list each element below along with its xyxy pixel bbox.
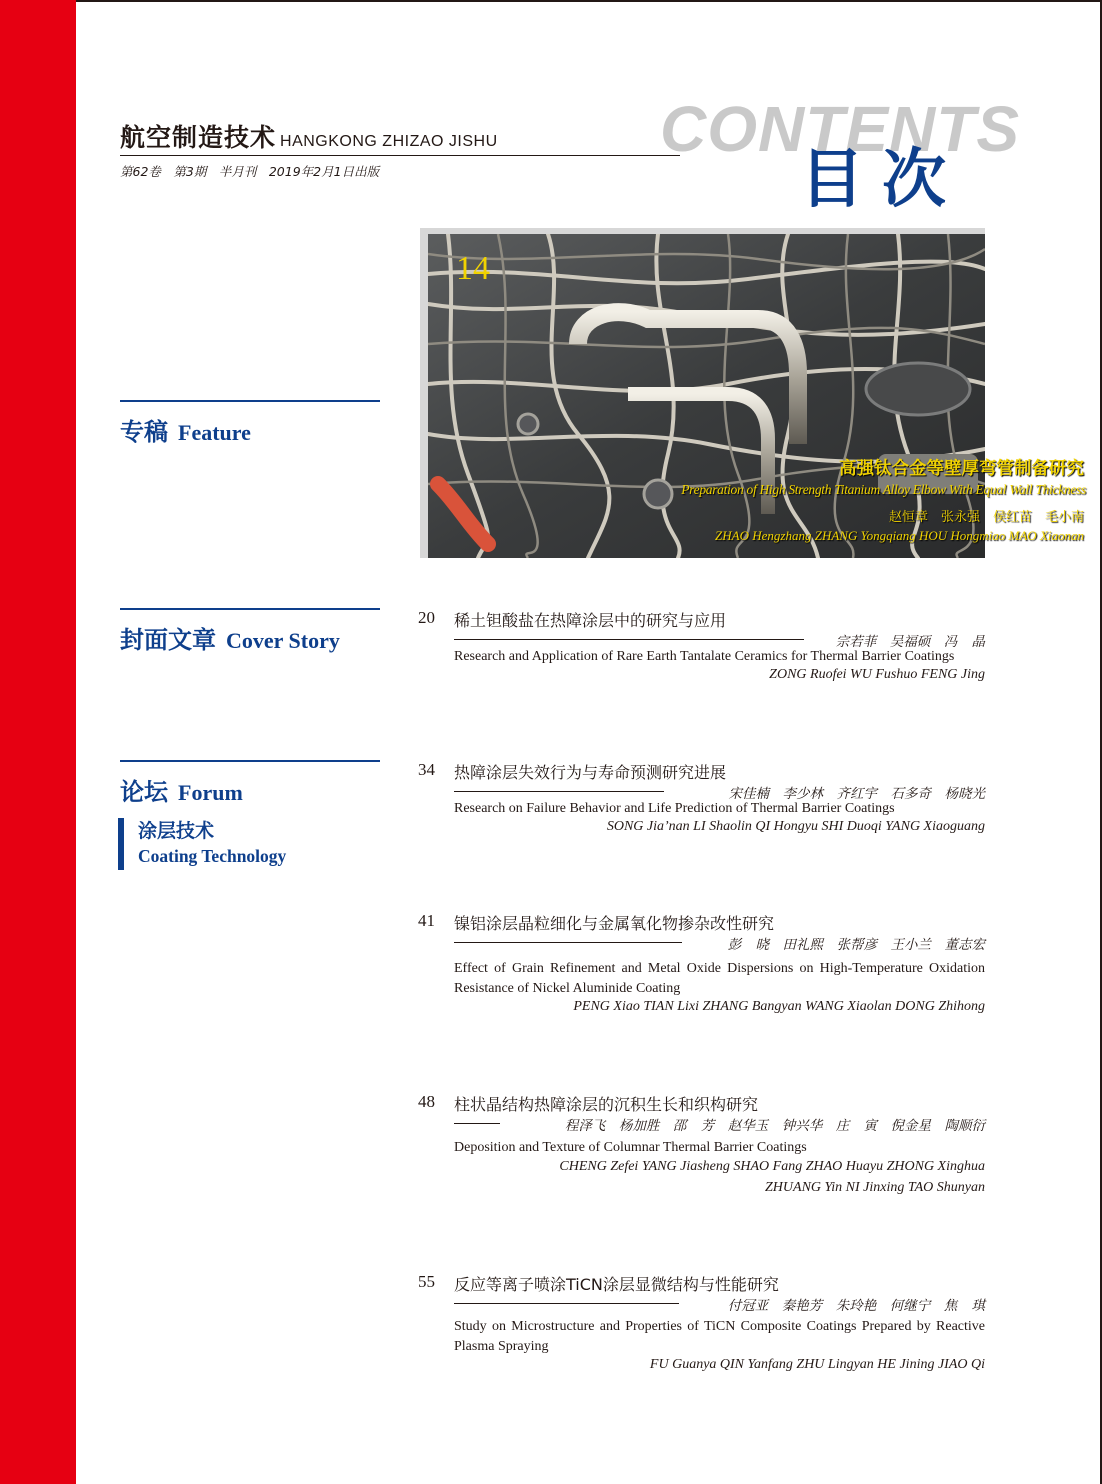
section-label-cn: 论坛 — [120, 778, 168, 806]
section-label-en: Cover Story — [226, 628, 340, 653]
article-entry[interactable] — [418, 1272, 985, 1382]
article-entry[interactable] — [418, 760, 985, 840]
article-title-en[interactable]: Deposition and Texture of Columnar Thermal Barrier Coatings — [454, 1140, 807, 1155]
article-authors-en: FU Guanya QIN Yanfang ZHU Lingyan HE Jining JIAO Qi — [649, 1357, 985, 1372]
article-title-en[interactable]: Study on Microstructure and Properties of TiCN Composite Coatings Prepared by Reactive Plasma Spraying — [454, 1319, 985, 1354]
article-authors-en: SONG Jia’nan LI Shaolin QI Hongyu SHI Duoqi YANG Xiaoguang — [606, 819, 985, 834]
header-rule — [120, 155, 680, 156]
article-authors-en: PENG Xiao TIAN Lixi ZHANG Bangyan WANG Xiaolan DONG Zhihong — [573, 999, 985, 1014]
journal-name-pinyin: HANGKONG ZHIZAO JISHU — [280, 133, 498, 150]
article-authors-en: CHENG Zefei YANG Jiasheng SHAO Fang ZHAO Huayu ZHONG Xinghua — [559, 1159, 985, 1174]
journal-title — [120, 118, 498, 154]
feature-authors-en: ZHAO Hengzhang ZHANG Yongqiang HOU Hongmiao MAO Xiaonan — [715, 528, 1084, 543]
coating-subsection — [118, 818, 286, 870]
article-authors-en: ZONG Ruofei WU Fushuo FENG Jing — [769, 667, 985, 682]
feature-title-cn[interactable]: 高强钛合金等壁厚弯管制备研究 — [839, 459, 1084, 479]
article-title-cn[interactable]: 热障涂层失效行为与寿命预测研究进展 — [454, 763, 727, 782]
top-border — [76, 0, 1102, 2]
article-authors-cn: 宋佳楠 李少林 齐红宇 石多奇 杨晓光 — [728, 786, 985, 802]
article-entry[interactable] — [418, 911, 985, 1021]
contents-heading-en: CONTENTS — [660, 93, 1020, 165]
section-label-cn: 专稿 — [120, 418, 168, 446]
cover-story-section-title — [120, 620, 340, 655]
article-entry[interactable] — [418, 1092, 985, 1202]
article-page-number: 34 — [418, 760, 435, 779]
section-label-en: Forum — [178, 780, 243, 805]
left-red-bar — [0, 0, 76, 1484]
feature-title-en[interactable]: Preparation of High Strength Titanium Alloy Elbow With Equal Wall Thickness — [681, 482, 1086, 497]
subsection-label-cn: 涂层技术 — [138, 820, 215, 842]
article-page-number: 20 — [418, 608, 435, 627]
author-leader-rule — [454, 791, 664, 792]
forum-section-rule — [120, 760, 380, 762]
article-title-cn[interactable]: 反应等离子喷涂TiCN涂层显微结构与性能研究 — [454, 1275, 779, 1294]
article-page-number: 55 — [418, 1272, 435, 1291]
author-leader-rule — [454, 942, 682, 943]
subsection-label-en: Coating Technology — [138, 846, 287, 866]
feature-section-rule — [120, 400, 380, 402]
feature-page-number: 14 — [456, 250, 490, 287]
article-title-en[interactable]: Research on Failure Behavior and Life Prediction of Thermal Barrier Coatings — [454, 801, 895, 816]
article-title-en[interactable]: Research and Application of Rare Earth Tantalate Ceramics for Thermal Barrier Coatings — [454, 649, 955, 664]
article-entry[interactable] — [418, 608, 985, 688]
article-title-en[interactable]: Effect of Grain Refinement and Metal Oxide Dispersions on High-Temperature Oxidation Resistance of Nickel Aluminide Coating — [454, 961, 985, 996]
section-label-en: Feature — [178, 420, 251, 445]
article-authors-cn: 彭 晓 田礼熙 张帮彦 王小兰 董志宏 — [727, 937, 985, 953]
contents-heading-cn: 目次 — [800, 143, 964, 217]
forum-section-title — [120, 772, 243, 807]
section-label-cn: 封面文章 — [120, 626, 216, 654]
author-leader-rule — [454, 1123, 500, 1124]
journal-name-cn: 航空制造技术 — [120, 123, 277, 152]
article-page-number: 48 — [418, 1092, 435, 1111]
article-page-number: 41 — [418, 911, 435, 930]
feature-section-title — [120, 412, 251, 447]
article-authors-en: ZHUANG Yin NI Jinxing TAO Shunyan — [765, 1180, 985, 1195]
article-authors-cn: 付冠亚 秦艳芳 朱玲艳 何继宁 焦 琪 — [727, 1298, 985, 1314]
article-title-cn[interactable]: 柱状晶结构热障涂层的沉积生长和织构研究 — [454, 1095, 759, 1114]
article-authors-cn: 程泽飞 杨加胜 邵 芳 赵华玉 钟兴华 庄 寅 倪金星 陶顺衍 — [564, 1118, 985, 1134]
cover-story-section-rule — [120, 608, 380, 610]
author-leader-rule — [454, 1303, 679, 1304]
issue-info: 第62卷 第3期 半月刊 2019年2月1日出版 — [120, 164, 380, 179]
article-author-line — [454, 933, 985, 953]
article-title-cn[interactable]: 稀土钽酸盐在热障涂层中的研究与应用 — [454, 611, 727, 630]
article-author-line — [454, 1294, 985, 1314]
article-author-line — [454, 1114, 985, 1134]
article-title-cn[interactable]: 镍铝涂层晶粒细化与金属氧化物掺杂改性研究 — [454, 914, 775, 933]
feature-authors-cn: 赵恒章 张永强 侯红苗 毛小南 — [888, 510, 1084, 525]
author-leader-rule — [454, 639, 804, 640]
article-authors-cn: 宗若菲 吴福硕 冯 晶 — [835, 634, 985, 650]
